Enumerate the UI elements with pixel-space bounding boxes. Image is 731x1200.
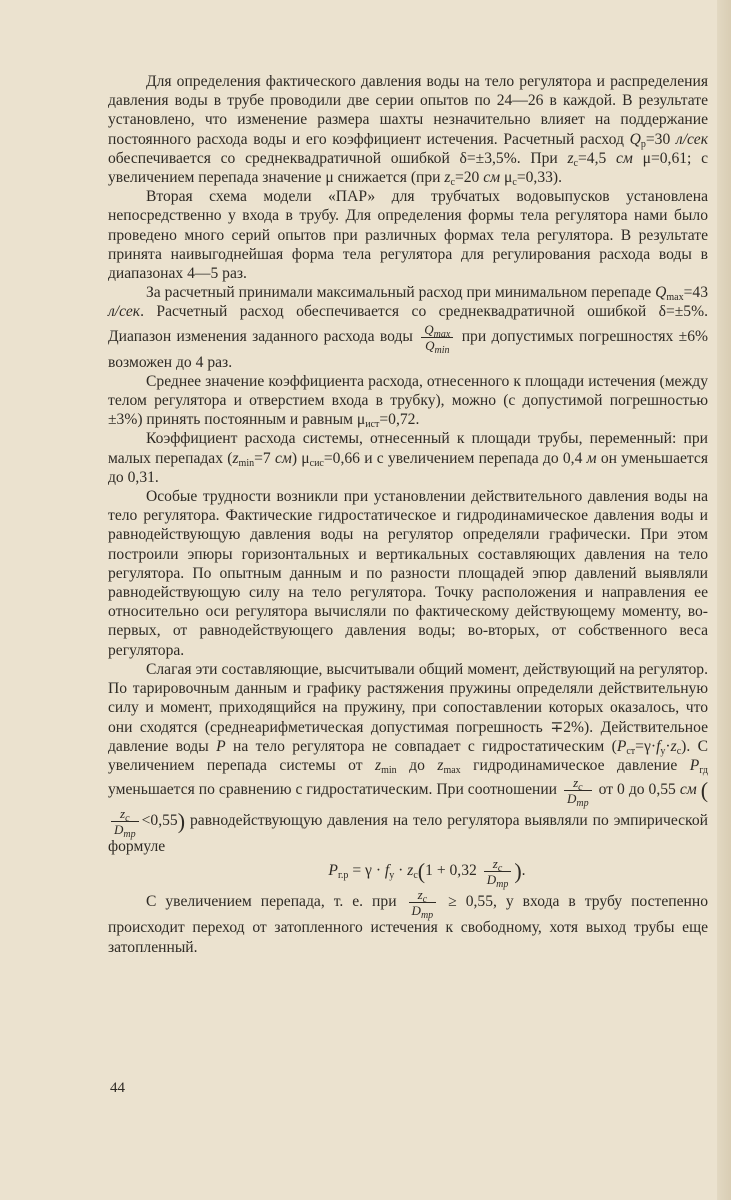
paragraph-3: За расчетный принимали максимальный расход при минимальном перепаде $Q_{max}=43$ л/сек. Расчетный расход обеспечивается со среднеквадратичной ошибкой δ=±5%. Диапазон изменения заданного расхода воды $\frac{Q_{max}}{Q_{min}}$ при допустимых погрешностях ±6% возможен до 4 раз. [108,284,708,371]
paragraph-6: Особые трудности возникли при установлении действительного давления воды на тело регулятора. Фактические гидростатическое и гидродинамическое давления воды и равнодействующую давления воды на регулятор определяли графически. При этом построили эпюры горизонтальных и вертикальных составляющих давления на тело регулятора. По опытным данным и по разности площадей эпюр давлений выявляли равнодействующую силу на тело регулятора. Точку расположения и направления ее относительно оси регулятора вычисляли по фактическому действующему моменту, во-первых, от равнодействующего давления воды; во-вторых, от собственного веса регулятора. [108,488,708,659]
paragraph-5: Коэффициент расхода системы, отнесенный к площади трубы, переменный: при малых перепадах ($z_{min}=7$ см) $\mu_{сис}=0,66$ и с увеличением перепада до 0,4 м он уменьшается до 0,31. [108,430,709,486]
page-edge [717,0,731,1200]
paragraph-7: Слагая эти составляющие, высчитывали общий момент, действующий на регулятор. По тарировочным данным и графику растяжения пружины определяли действительную силу и момент, приходящийся на пружину, при сопоставлении которых оказалось, что они сходятся (среднеарифметическая допустимая погрешность ∓2%). Действительное давление воды P на тело регулятора не совпадает с гидростатическим $(P_{ст}=\gamma\cdot f_у\cdot z_с)$. С увеличением перепада системы от $z_{min}$ до $z_{max}$ гидродинамическое давление $P_{гд}$ уменьшается по сравнению с гидростатическим. При соотношении $\frac{z_с}{D_{тр}}$ от 0 до 0,55 см ( $\frac{z_с}{D_{тр}}$ <0,55) равнодействующую давления на тело регулятора выявляли по эмпирической формуле [108,660,709,856]
paragraph-1: Для определения фактического давления воды на тело регулятора и распределения давления воды в трубе проводили две серии опытов по 24—26 в каждой. В результате установлено, что изменение размера шахты незначительно влияет на поддержание постоянного расхода воды и его коэффициент истечения. Расчетный расход $Q_р=30$ л/сек обеспечивается со среднеквадратичной ошибкой δ=±3,5%. При $z_с=4,5$ см μ=0,61; с увеличением перепада значение μ снижается (при $z_с=20$ см $\mu_с=0,33$). [108,73,709,189]
paragraph-4: Среднее значение коэффициента расхода, отнесенного к площади истечения (между телом регулятора и отверстием входа в трубку), можно (с допустимой погрешностью ±3%) принять постоянным и равным $\mu_{ист}=0,72$. [108,372,708,431]
page-number: 44 [110,1080,125,1096]
paragraph-8: С увеличением перепада, т. е. при $\frac{z_с}{D_{тр}}$ ≥ 0,55, у входа в трубу постепенно происходит переход от затопленного истечения к свободному, хотя выход трубы еще затопленный. [108,887,709,956]
empirical-formula: $P_{г.р} = \gamma \cdot f_у \cdot z_с(1 + 0,32$ $\frac{z_с}{D_{тр}}$ ). [328,856,526,891]
paragraph-2: Вторая схема модели «ПАР» для трубчатых водовыпусков установлена непосредственно у входа в трубу. Для определения формы тела регулятора нами было проведено много серий опытов при различных формах тела регулятора. В результате принята наивыгоднейшая форма тела регулятора для регулирования расхода воды в диапазонах 4—5 раз. [108,188,708,283]
page-text [108,72,708,957]
